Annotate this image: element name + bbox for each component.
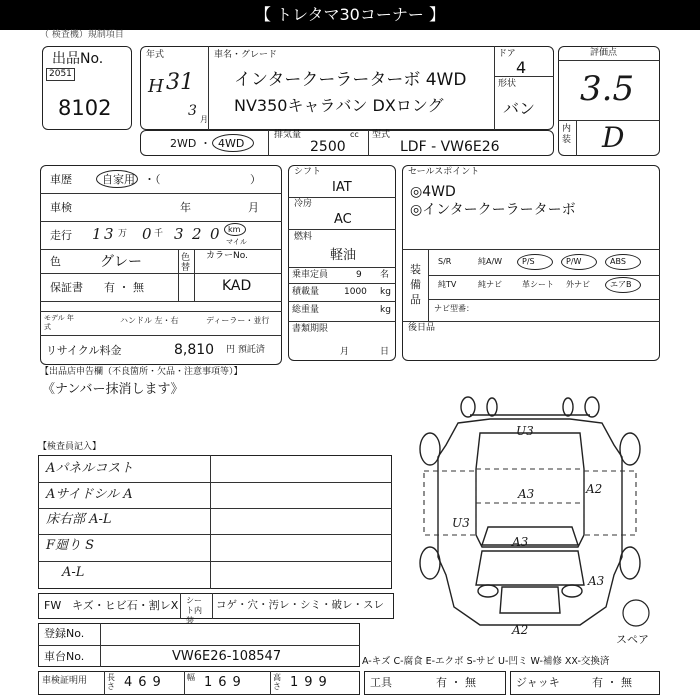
equipment-item: 革シート (522, 280, 554, 289)
mileage-sen: 千 (154, 229, 164, 239)
top-cut-text: （ 検査機）規制項目 (40, 30, 124, 40)
equipment-item: S/R (438, 257, 452, 266)
equipment-item: 純A/W (478, 257, 503, 266)
inspection-month: 月 (248, 201, 259, 214)
cert-hgt-value: 199 (290, 675, 333, 690)
drive-2wd: 2WD (170, 137, 197, 150)
recycle-value: 8,810 (174, 342, 215, 358)
lot-label: 出品No. (52, 51, 104, 67)
mileage-label: 走行 (50, 229, 72, 242)
equipment-item: ABS (610, 257, 626, 266)
lot-stamp: 2051 (46, 68, 75, 81)
sales-label: セールスポイント (408, 167, 480, 177)
displacement-label: 排気量 (274, 130, 302, 140)
capacity-unit: 名 (380, 270, 390, 280)
history-label: 車歴 (50, 173, 72, 186)
equipment-circle (605, 277, 641, 293)
shift-value: IAT (332, 180, 352, 195)
docs-day: 日 (380, 347, 390, 357)
chassis-value: VW6E26-108547 (172, 649, 282, 664)
mileage-d4: 3 (174, 225, 184, 243)
inspection-label: 車検 (50, 201, 72, 214)
mark-a2-bottom: A2 (512, 623, 529, 637)
reg-label: 登録No. (44, 627, 85, 640)
history-other: ・（ (144, 173, 161, 186)
drive-pos-label: モデル 年式 (44, 314, 74, 331)
car-name-line2: NV350キャラバン DXロング (234, 96, 444, 115)
dealer-notes-text: 《ナンバー抹消します》 (42, 382, 184, 397)
seat-items: コゲ・穴・汚レ・シミ・破レ・スレ (216, 599, 384, 611)
seat-label: シート内装 (186, 596, 202, 625)
cert-hgt-label: 高さ (273, 673, 281, 691)
color-value: グレー (100, 254, 142, 270)
mileage-d3: 0 (142, 225, 152, 243)
banner-title: 【 トレタマ30コーナー 】 (255, 5, 445, 24)
fw-label: FW (44, 599, 62, 612)
tools-value: 有 ・ 無 (436, 676, 476, 689)
year-era: H (148, 76, 164, 97)
capacity-value: 9 (356, 270, 362, 280)
mark-u3-top: U3 (516, 424, 534, 438)
cert-len-label: 長さ (107, 673, 115, 691)
color-repaint: 色替 (181, 253, 191, 273)
mark-a2-right: A2 (586, 482, 603, 496)
doors-label: ドア (498, 49, 516, 59)
docs-month: 月 (340, 347, 350, 357)
interior-value: D (602, 121, 625, 154)
equipment-label: 装備品 (410, 263, 421, 306)
equipment-circle (517, 254, 553, 270)
cert-len-value: 469 (124, 675, 167, 690)
fw-items: キズ・ヒビ石・割レX (72, 599, 179, 612)
recycle-label: リサイクル料金 (46, 344, 122, 357)
damage-legend: A-キズ C-腐食 E-エクボ S-サビ U-凹ミ W-補修 XX-交換済 (362, 656, 610, 667)
mileage-mile: マイル (226, 238, 247, 246)
fuel-value: 軽油 (330, 248, 357, 263)
history-private: 自家用 (102, 173, 135, 186)
mark-a3-right: A3 (588, 574, 605, 588)
gross-unit: kg (380, 305, 391, 315)
warranty-value: 有 ・ 無 (104, 281, 144, 294)
fuel-label: 燃料 (294, 232, 313, 242)
warranty-label: 保証書 (50, 281, 83, 294)
equipment-item: 純TV (438, 280, 457, 289)
dealer-import: ディーラー・並行 (206, 316, 270, 325)
equipment-item: P/W (566, 257, 582, 266)
recycle-unit: 円 預託済 (226, 345, 265, 355)
capacity-label: 乗車定員 (292, 270, 329, 280)
displacement-value: 2500 (310, 139, 346, 155)
post-sale-label: 後日品 (408, 323, 436, 333)
equipment-item: 外ナビ (566, 280, 590, 289)
lot-number: 8102 (58, 96, 112, 120)
color-code-label: カラーNo. (206, 251, 248, 261)
cert-label: 車検証明用 (42, 676, 88, 686)
color-label: 色 (50, 255, 61, 268)
year-value: 31 (166, 70, 194, 95)
equipment-item: 純ナビ (478, 280, 502, 289)
spare-label: スペア (616, 633, 649, 646)
equipment-circle (561, 254, 597, 270)
inspector-line-4: F廻り S (46, 538, 95, 553)
inspector-line-5: A-L (62, 565, 85, 580)
docs-label: 書類期限 (292, 324, 329, 334)
cert-wid-value: 169 (204, 675, 247, 690)
mileage-km: km (228, 225, 241, 234)
aircon-label: 冷房 (294, 199, 313, 209)
drive-4wd: 4WD (218, 137, 245, 150)
equipment-item: エアB (610, 280, 632, 289)
dealer-notes-label: 【出品店申告欄（不良箇所・欠品・注意事項等）】 (40, 367, 243, 377)
year-label: 年式 (146, 50, 165, 60)
equipment-item: P/S (522, 257, 535, 266)
mileage-d6: 0 (210, 225, 220, 243)
shift-label: シフト (294, 167, 322, 177)
inspector-line-2: Aサイドシル A (46, 487, 133, 502)
model-value: LDF - VW6E26 (400, 139, 500, 155)
mark-a3-center: A3 (518, 487, 535, 501)
shape-label: 形状 (498, 79, 517, 89)
car-name-line1: インタークーラーターボ 4WD (234, 70, 467, 90)
history-close: ） (250, 173, 261, 186)
interior-label: 内装 (562, 124, 572, 145)
mileage-d2: 3 (104, 225, 114, 243)
doors-value: 4 (516, 58, 527, 77)
inspector-label: 【検査員記入】 (38, 442, 102, 452)
mileage-d5: 2 (192, 225, 202, 243)
displacement-unit: cc (350, 130, 359, 139)
year-month-unit: 月 (200, 115, 208, 124)
year-month: 3 (188, 103, 197, 119)
inspector-line-1: Aパネルコスト (46, 461, 134, 476)
sales-point-2: ◎インタークーラーターボ (410, 202, 576, 218)
inspection-year: 年 (180, 201, 191, 214)
model-label: 型式 (372, 130, 391, 140)
chassis-label: 車台No. (44, 650, 85, 663)
score-label: 評価点 (590, 48, 618, 58)
drive-sep: ・ (200, 137, 211, 150)
load-value: 1000 (344, 287, 367, 297)
aircon-value: AC (334, 212, 352, 227)
jack-label: ジャッキ (516, 676, 560, 689)
inspector-line-3: 床右部 A-L (46, 512, 112, 527)
steering: ハンドル 左・右 (120, 316, 179, 325)
equipment-circle (605, 254, 641, 270)
car-name-label: 車名・グレード (214, 50, 278, 60)
cert-wid-label: 幅 (187, 673, 195, 682)
jack-value: 有 ・ 無 (592, 676, 632, 689)
mark-a3-lower: A3 (512, 535, 529, 549)
sales-point-1: ◎4WD (410, 184, 456, 200)
mileage-man: 万 (118, 229, 128, 239)
load-unit: kg (380, 287, 391, 297)
mark-u3-left: U3 (452, 516, 470, 530)
color-code: KAD (222, 278, 252, 294)
gross-label: 総重量 (292, 305, 320, 315)
score-value: 3.5 (580, 69, 635, 109)
mileage-d1: 1 (92, 225, 102, 243)
load-label: 積載量 (292, 287, 320, 297)
navi-model: ナビ型番： (434, 304, 474, 313)
shape-value: バン (503, 99, 536, 118)
tools-label: 工具 (370, 676, 392, 689)
